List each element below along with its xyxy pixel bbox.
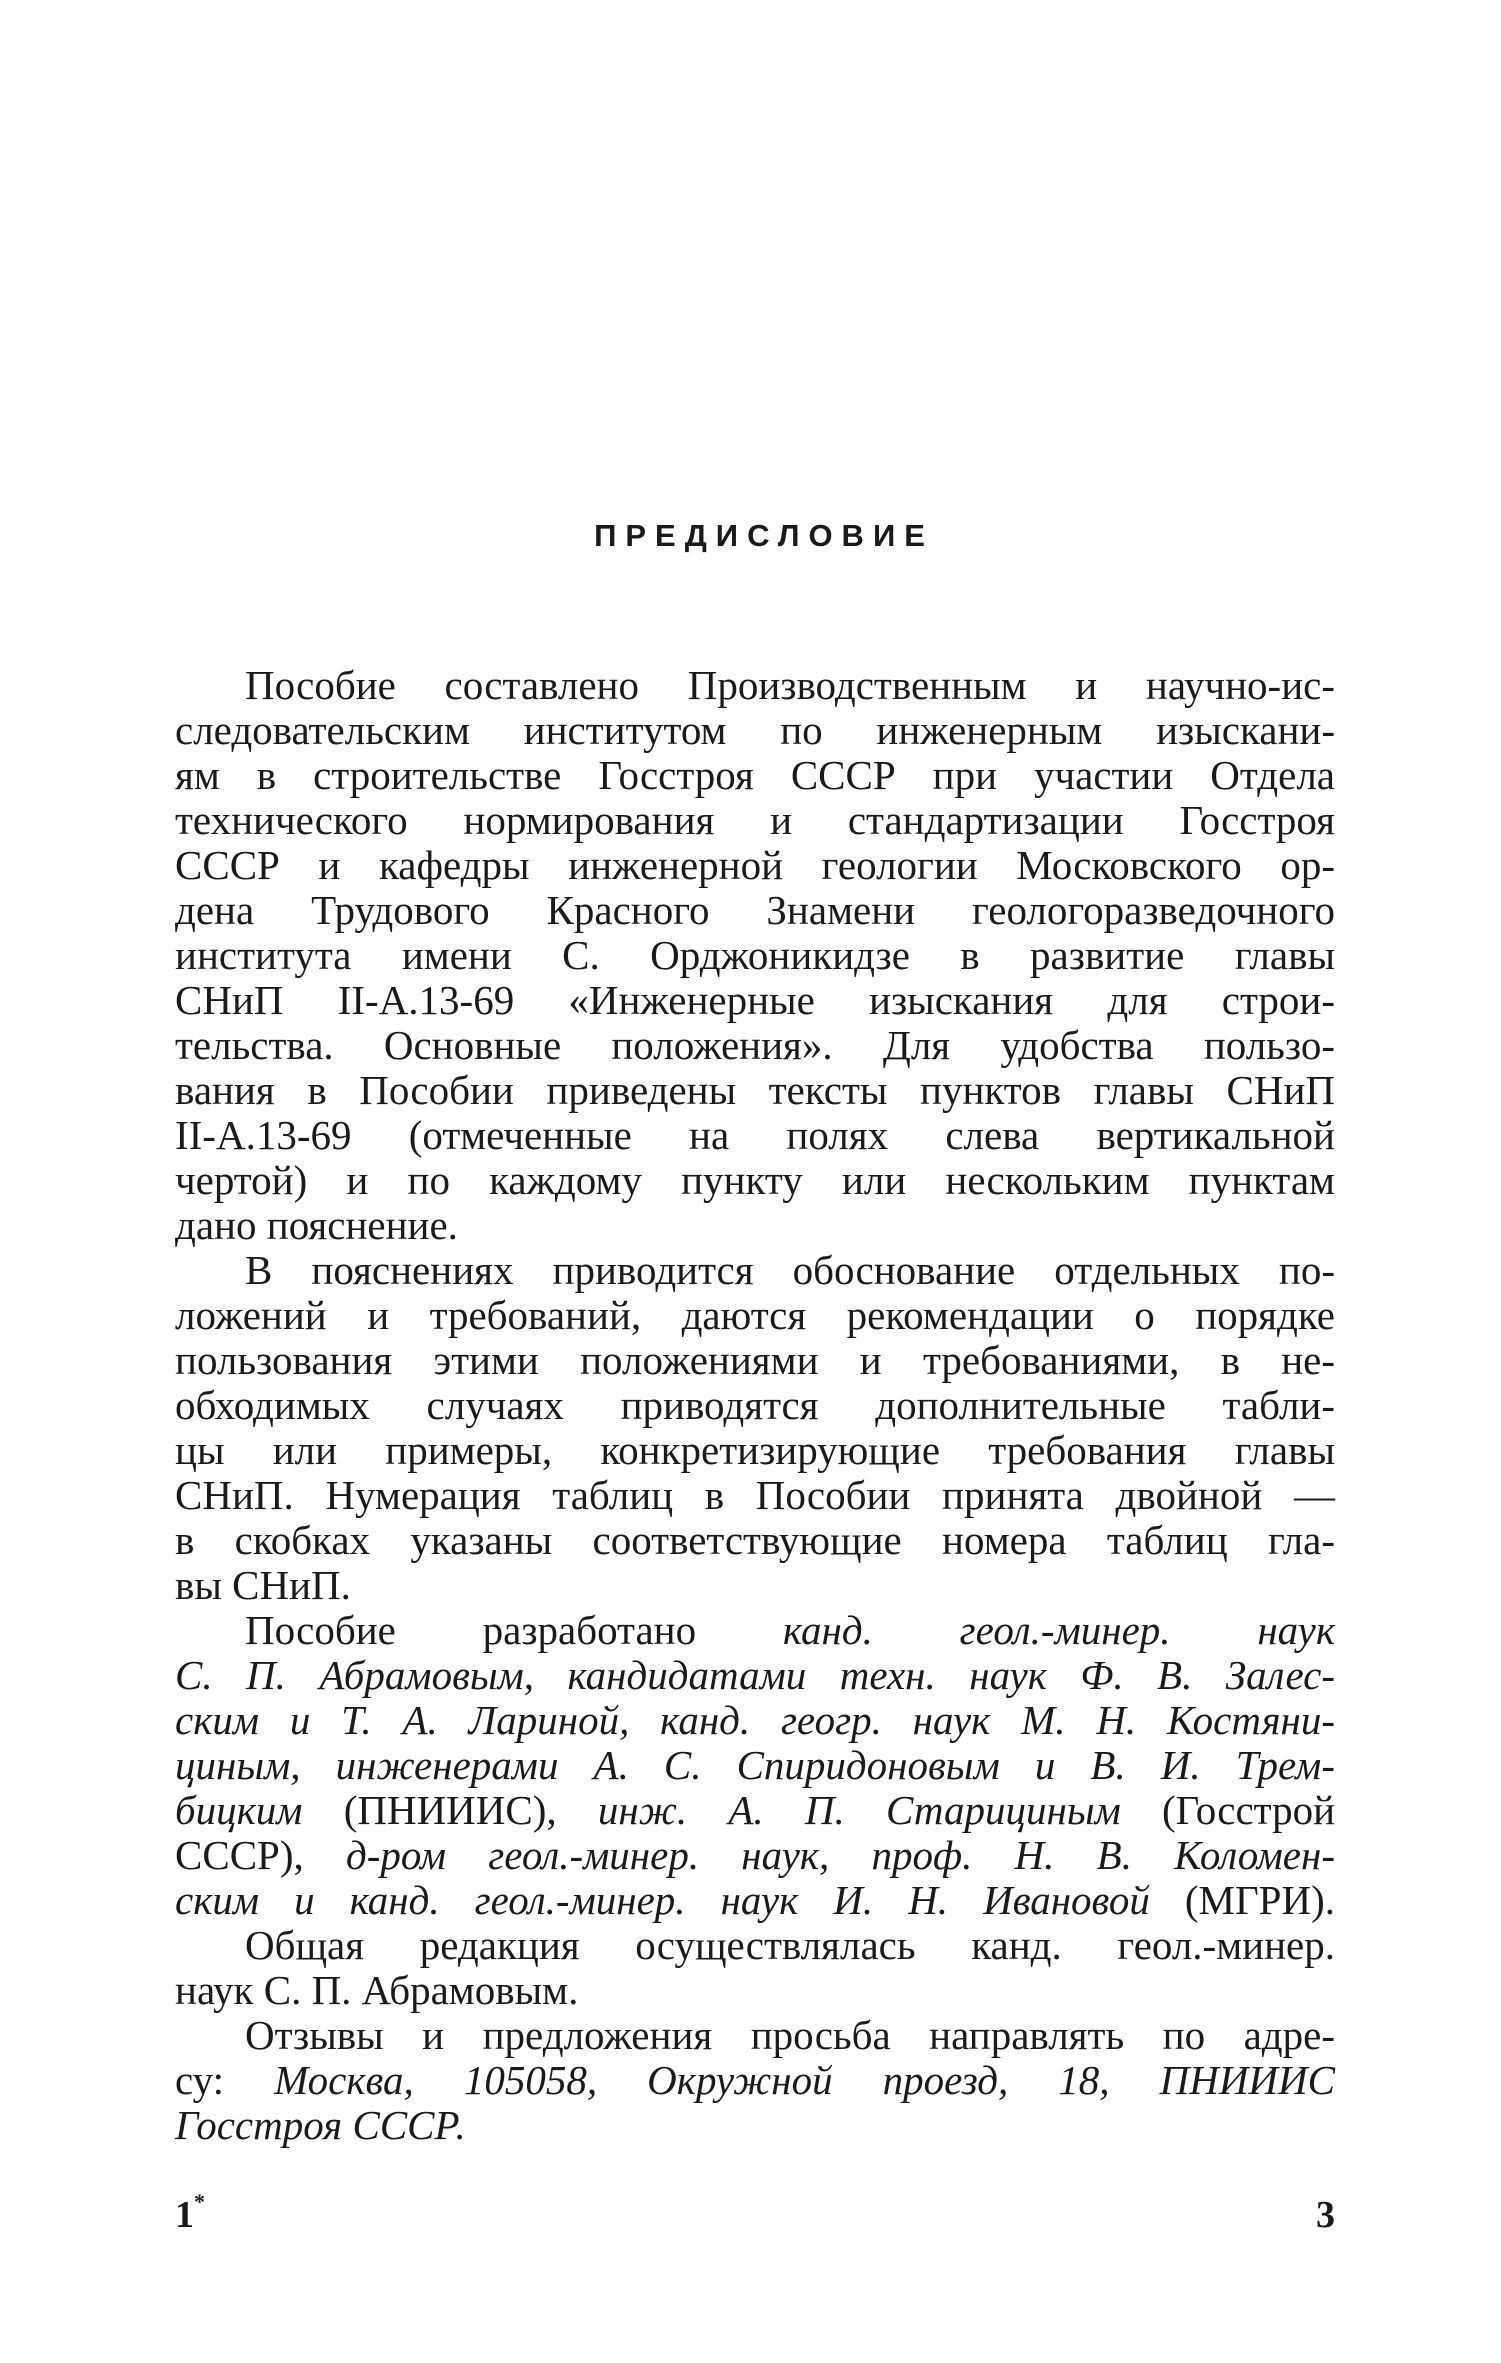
signature-mark bbox=[175, 2189, 205, 2237]
italic-span: С. П. Абрамовым, кандидатами техн. наук Ф. В. Залес- bbox=[175, 1652, 1335, 1698]
page-title: ПРЕДИСЛОВИЕ bbox=[594, 518, 934, 553]
text-line: Общая редакция осуществлялась канд. геол.-минер. bbox=[245, 1922, 1335, 1968]
italic-span: бицким bbox=[175, 1787, 303, 1833]
text-line bbox=[175, 2103, 1335, 2148]
text-line: ям в строительстве Госстроя СССР при участии Отдела bbox=[175, 752, 1335, 798]
text-line: обходимых случаях приводятся дополнительные табли- bbox=[175, 1382, 1335, 1428]
page-number: 3 bbox=[1316, 2194, 1335, 2236]
text-line: цы или примеры, конкретизирующие требования главы bbox=[175, 1427, 1335, 1473]
text-line: В пояснениях приводится обоснование отдельных по- bbox=[245, 1247, 1335, 1293]
signature-number: 1 bbox=[175, 2194, 194, 2236]
text-line: института имени С. Орджоникидзе в развитие главы bbox=[175, 932, 1335, 978]
text-line bbox=[175, 1653, 1335, 1698]
text-line: вы СНиП. bbox=[175, 1562, 351, 1608]
text-line: СНиП II-А.13-69 «Инженерные изыскания для строи- bbox=[175, 977, 1335, 1023]
text-span: (МГРИ). bbox=[1184, 1877, 1335, 1923]
text-line: следовательским институтом по инженерным изыскани- bbox=[175, 707, 1335, 753]
text-span: Отзывы и предложения просьба направлять по адре- bbox=[245, 2012, 1335, 2058]
text-line: дена Трудового Красного Знамени геологоразведочного bbox=[175, 887, 1335, 933]
italic-span: д-ром геол.-минер. наук, проф. Н. В. Коломен- bbox=[345, 1832, 1335, 1878]
italic-span: Москва, 105058, Окружной проезд, 18, ПНИИИС bbox=[274, 2057, 1335, 2103]
text-line bbox=[175, 2013, 1335, 2058]
italic-span: канд. геол.-минер. наук bbox=[782, 1607, 1336, 1653]
text-line: наук С. П. Абрамовым. bbox=[175, 1967, 579, 2013]
text-span: Пособие разработано bbox=[245, 1607, 697, 1653]
italic-span: Госстроя СССР. bbox=[175, 2102, 466, 2148]
text-span: (ПНИИИС), bbox=[343, 1787, 557, 1833]
text-line bbox=[175, 1788, 1335, 1833]
text-span: су: bbox=[175, 2057, 225, 2103]
text-line bbox=[175, 2058, 1335, 2103]
text-line bbox=[175, 1608, 1335, 1653]
text-line: СССР и кафедры инженерной геологии Московского ор- bbox=[175, 842, 1335, 888]
signature-star: * bbox=[194, 2189, 205, 2215]
text-span: СССР), bbox=[175, 1832, 304, 1878]
text-line: тельства. Основные положения». Для удобства пользо- bbox=[175, 1022, 1335, 1068]
text-line: дано пояснение. bbox=[175, 1202, 458, 1248]
italic-span: ским и Т. А. Лариной, канд. геогр. наук М. Н. Костяни- bbox=[175, 1697, 1335, 1743]
text-line: II-А.13-69 (отмеченные на полях слева вертикальной bbox=[175, 1112, 1335, 1158]
italic-span: циным, инженерами А. С. Спиридоновым и В. И. Трем- bbox=[175, 1742, 1335, 1788]
text-line: пользования этими положениями и требованиями, в не- bbox=[175, 1337, 1335, 1383]
text-line: вания в Пособии приведены тексты пунктов главы СНиП bbox=[175, 1067, 1335, 1113]
text-span: (Госстрой bbox=[1162, 1787, 1336, 1833]
text-line: СНиП. Нумерация таблиц в Пособии принята двойной — bbox=[175, 1472, 1335, 1518]
italic-span: инж. А. П. Старициным bbox=[597, 1787, 1121, 1833]
italic-span: ским и канд. геол.-минер. наук И. Н. Ивановой bbox=[175, 1877, 1150, 1923]
text-line bbox=[175, 1833, 1335, 1878]
text-line: ложений и требований, даются рекомендации о порядке bbox=[175, 1292, 1335, 1338]
text-line bbox=[175, 1743, 1335, 1788]
text-line bbox=[175, 1698, 1335, 1743]
text-line: технического нормирования и стандартизации Госстроя bbox=[175, 797, 1335, 843]
text-line: в скобках указаны соответствующие номера таблиц гла- bbox=[175, 1517, 1335, 1563]
text-line bbox=[175, 1878, 1335, 1923]
text-line: Пособие составлено Производственным и научно-ис- bbox=[245, 662, 1335, 708]
preface-body bbox=[175, 663, 1335, 2148]
text-line: чертой) и по каждому пункту или нескольким пунктам bbox=[175, 1157, 1335, 1203]
